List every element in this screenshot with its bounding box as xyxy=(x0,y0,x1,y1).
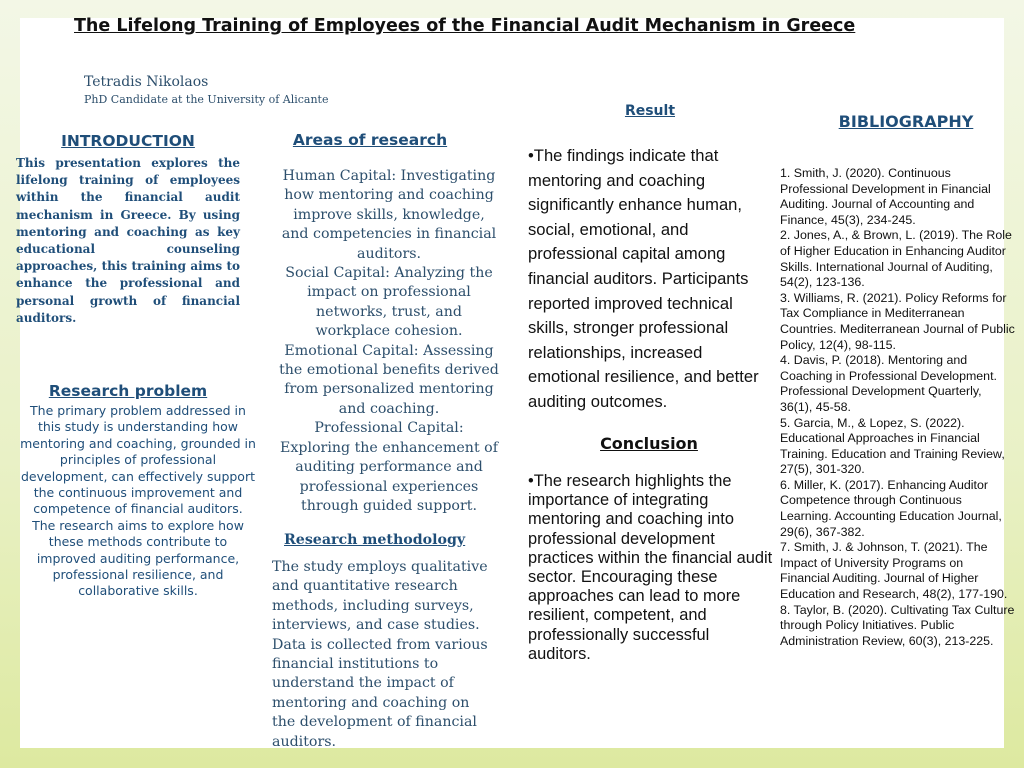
bibliography-entry: 6. Miller, K. (2017). Enhancing Auditor Competence through Continuous Learning. Accounting Education Journal, 29(6), 367-382. xyxy=(780,477,1002,539)
conclusion-text: •The research highlights the importance of integrating mentoring and coaching into professional development practices within the financial audit sector. Encouraging these approaches can lead to more resilient, competent, and professionally successful auditors. xyxy=(528,472,773,663)
research-problem-heading: Research problem xyxy=(48,382,208,400)
bibliography-entry: 7. Smith, J. & Johnson, T. (2021). The Impact of University Programs on Financial Auditing. Journal of Higher Education and Research, 48(2), 177-190. xyxy=(780,540,1008,602)
bibliography-entry: 2. Jones, A., & Brown, L. (2019). The Role of Higher Education in Enhancing Auditor Skills. International Journal of Auditing, 54(2), 123-136. xyxy=(780,228,1012,290)
area-professional-capital: Professional Capital: Exploring the enhancement of auditing performance and professional experiences through guided support. xyxy=(280,420,498,514)
introduction-heading: INTRODUCTION xyxy=(61,132,195,150)
bibliography-list xyxy=(780,166,1016,649)
result-text: •The findings indicate that mentoring and coaching significantly enhance human, social, emotional, and professional capital among financial auditors. Participants reported improved technical skills, stronger professional relationships, increased emotional resilience, and better auditing outcomes. xyxy=(528,146,759,411)
bibliography-entry: 4. Davis, P. (2018). Mentoring and Coaching in Professional Development. Professional Development Quarterly, 36(1), 45-58. xyxy=(780,353,997,414)
bibliography-entry: 1. Smith, J. (2020). Continuous Professional Development in Financial Auditing. Journal of Accounting and Finance, 45(3), 234-245. xyxy=(780,166,991,227)
author-name: Tetradis Nikolaos xyxy=(84,74,209,90)
conclusion-heading: Conclusion xyxy=(600,434,698,453)
bibliography-entry: 8. Taylor, B. (2020). Cultivating Tax Culture through Policy Initiatives. Public Administration Review, 60(3), 213-225. xyxy=(780,602,1015,648)
bibliography-heading: BIBLIOGRAPHY xyxy=(838,112,974,131)
area-human-capital: Human Capital: Investigating how mentoring and coaching improve skills, knowledge, and competencies in financial auditors. xyxy=(281,168,497,262)
research-problem-text: The primary problem addressed in this study is understanding how mentoring and coaching, grounded in principles of professional development, can effectively support the continuous improvement and competence of financial auditors. The research aims to explore how these methods contribute to improved auditing performance, professional resilience, and collaborative skills. xyxy=(20,403,256,599)
areas-of-research-list xyxy=(278,167,500,516)
area-emotional-capital: Emotional Capital: Assessing the emotional benefits derived from personalized mentoring and coaching. xyxy=(279,342,499,417)
poster-title: The Lifelong Training of Employees of the Financial Audit Mechanism in Greece xyxy=(74,16,856,36)
area-social-capital: Social Capital: Analyzing the impact on professional networks, trust, and workplace cohesion. xyxy=(285,265,493,340)
result-heading: Result xyxy=(624,103,676,119)
areas-of-research-heading: Areas of research xyxy=(292,131,448,149)
bibliography-entry: 5. Garcia, M., & Lopez, S. (2022). Educational Approaches in Financial Training. Education and Training Review, 27(5), 301-320. xyxy=(780,415,1005,477)
introduction-text: This presentation explores the lifelong training of employees within the financial audit mechanism in Greece. By using mentoring and coaching as key educational counseling approaches, this training aims to enhance the professional and personal growth of financial auditors. xyxy=(16,156,240,325)
author-affiliation: PhD Candidate at the University of Alicante xyxy=(84,93,329,106)
bibliography-entry: 3. Williams, R. (2021). Policy Reforms for Tax Compliance in Mediterranean Countries. Mediterranean Journal of Public Policy, 12(4), 98-115. xyxy=(780,290,1015,352)
research-methodology-heading: Research methodology xyxy=(284,532,466,548)
research-methodology-text: The study employs qualitative and quantitative research methods, including surveys, interviews, and case studies. Data is collected from various financial institutions to understand the impact of mentoring and coaching on the development of financial auditors. xyxy=(272,559,488,750)
